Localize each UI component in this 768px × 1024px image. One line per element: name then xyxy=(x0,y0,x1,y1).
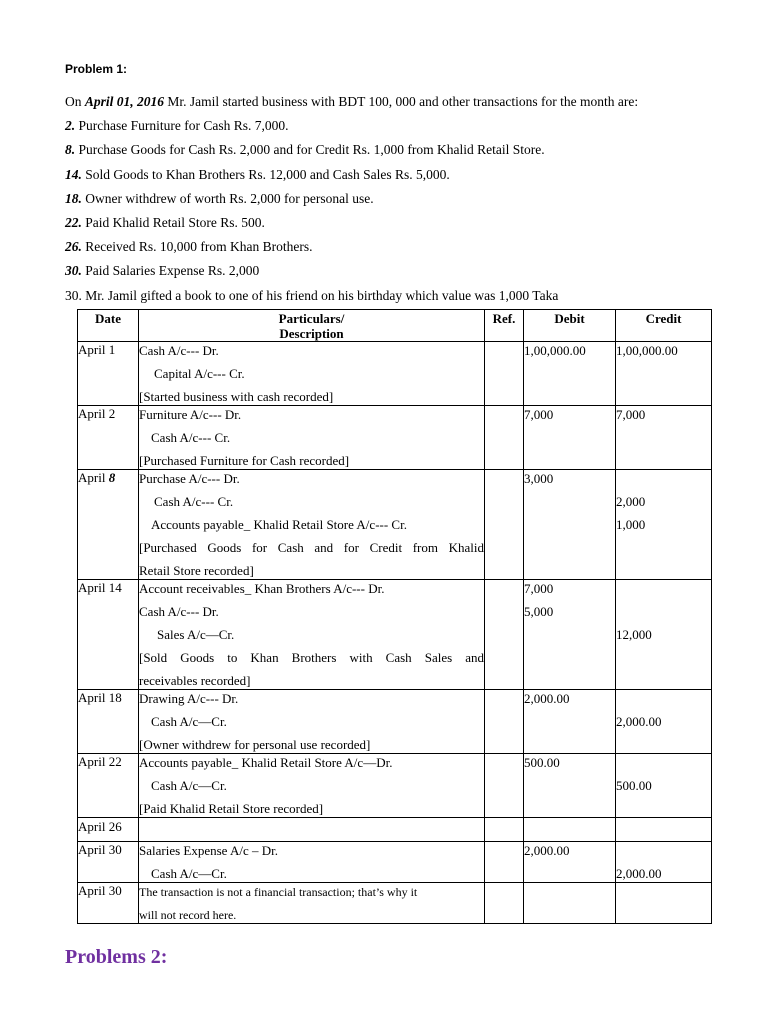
transaction-text: Sold Goods to Khan Brothers Rs. 12,000 and Cash Sales Rs. 5,000. xyxy=(85,166,450,182)
credit-amount: 500.00 xyxy=(616,778,652,793)
row-date-day: 8 xyxy=(108,470,116,485)
debit-amount: 500.00 xyxy=(524,755,560,770)
particulars-line: Accounts payable_ Khalid Retail Store A/c—Dr. xyxy=(139,755,393,770)
credit-amount xyxy=(616,690,711,713)
header-particulars-line: Description xyxy=(279,326,344,341)
row-date: April 18 xyxy=(78,690,139,754)
journal-row xyxy=(78,842,712,883)
row-ref xyxy=(485,406,524,470)
header-credit: Credit xyxy=(616,310,712,342)
header-date: Date xyxy=(78,310,139,342)
intro-prefix: On xyxy=(65,94,85,109)
particulars-line: Sales A/c—Cr. xyxy=(157,627,235,642)
row-ref xyxy=(485,690,524,754)
intro-line xyxy=(65,92,725,116)
particulars-line: Drawing A/c--- Dr. xyxy=(139,691,239,706)
row-credit xyxy=(616,842,712,883)
particulars-line: [Started business with cash recorded] xyxy=(139,389,334,404)
table-header-row xyxy=(78,310,712,342)
row-credit xyxy=(616,406,712,470)
header-debit: Debit xyxy=(524,310,616,342)
debit-amount: 7,000 xyxy=(524,407,554,422)
particulars-line: [Purchased Furniture for Cash recorded] xyxy=(139,453,350,468)
journal-row xyxy=(78,406,712,470)
row-particulars xyxy=(139,690,485,754)
transaction-day: 2. xyxy=(65,118,76,134)
problem-1-heading: Problem 1: xyxy=(65,62,128,76)
row-date: April 1 xyxy=(78,342,139,406)
transaction-line xyxy=(65,237,725,261)
row-particulars xyxy=(139,342,485,406)
particulars-line: [Paid Khalid Retail Store recorded] xyxy=(139,801,324,816)
debit-amount: 2,000.00 xyxy=(524,691,570,706)
credit-amount xyxy=(616,580,711,603)
particulars-line: Capital A/c--- Cr. xyxy=(154,366,245,381)
row-debit xyxy=(524,342,616,406)
transaction-line xyxy=(65,189,725,213)
transaction-line xyxy=(65,116,725,140)
debit-amount: 7,000 xyxy=(524,581,554,596)
transaction-day: 26. xyxy=(65,239,82,255)
row-particulars xyxy=(139,406,485,470)
row-date: April 14 xyxy=(78,580,139,690)
journal-table xyxy=(77,309,712,924)
particulars-line: Account receivables_ Khan Brothers A/c--- Dr. xyxy=(139,581,385,596)
transaction-text: Received Rs. 10,000 from Khan Brothers. xyxy=(85,239,313,255)
particulars-line: Cash A/c—Cr. xyxy=(151,778,227,793)
particulars-line: [Sold Goods to Khan Brothers with Cash Sales and xyxy=(139,650,484,665)
row-credit xyxy=(616,818,712,842)
intro-text: Mr. Jamil started business with BDT 100, 000 and other transactions for the month are: xyxy=(164,94,639,109)
row-debit xyxy=(524,580,616,690)
credit-amount: 1,00,000.00 xyxy=(616,343,678,358)
row-credit xyxy=(616,470,712,580)
row-date-prefix: April xyxy=(78,470,109,485)
row-credit xyxy=(616,754,712,818)
credit-amount xyxy=(616,603,711,626)
particulars-line: Cash A/c--- Cr. xyxy=(151,430,231,445)
debit-amount: 5,000 xyxy=(524,604,554,619)
row-date: April 22 xyxy=(78,754,139,818)
journal-row xyxy=(78,470,712,580)
particulars-line: Accounts payable_ Khalid Retail Store A/c--- Cr. xyxy=(151,517,407,532)
row-debit xyxy=(524,470,616,580)
row-debit xyxy=(524,690,616,754)
row-ref xyxy=(485,470,524,580)
credit-amount xyxy=(616,842,711,865)
credit-amount: 1,000 xyxy=(616,517,646,532)
transaction-day: 14. xyxy=(65,166,82,182)
particulars-line: [Owner withdrew for personal use recorded] xyxy=(139,737,371,752)
credit-amount: 2,000 xyxy=(616,494,646,509)
row-credit xyxy=(616,690,712,754)
transaction-day: 30. xyxy=(65,263,82,279)
transaction-text: Purchase Goods for Cash Rs. 2,000 and for Credit Rs. 1,000 from Khalid Retail Store. xyxy=(78,142,545,158)
particulars-line: The transaction is not a financial transaction; that’s why it xyxy=(139,885,418,899)
row-particulars xyxy=(139,842,485,883)
debit-amount: 2,000.00 xyxy=(524,843,570,858)
transaction-text: Paid Salaries Expense Rs. 2,000 xyxy=(85,263,260,279)
row-ref xyxy=(485,754,524,818)
row-ref xyxy=(485,883,524,924)
particulars-line: Cash A/c--- Dr. xyxy=(139,343,219,358)
transaction-line xyxy=(65,213,725,237)
credit-amount: 2,000.00 xyxy=(616,714,662,729)
row-particulars xyxy=(139,883,485,924)
transaction-line xyxy=(65,261,725,285)
row-date xyxy=(78,470,139,580)
particulars-line: Cash A/c—Cr. xyxy=(151,714,227,729)
row-particulars xyxy=(139,818,485,842)
credit-amount: 7,000 xyxy=(616,407,646,422)
row-credit xyxy=(616,580,712,690)
credit-amount xyxy=(616,754,711,777)
row-debit xyxy=(524,818,616,842)
debit-amount: 1,00,000.00 xyxy=(524,343,586,358)
particulars-line: Salaries Expense A/c – Dr. xyxy=(139,843,278,858)
row-particulars xyxy=(139,470,485,580)
particulars-line: Cash A/c--- Dr. xyxy=(139,604,219,619)
header-particulars-line: Particulars/ xyxy=(278,311,345,326)
header-particulars xyxy=(139,310,485,342)
journal-row xyxy=(78,883,712,924)
row-debit xyxy=(524,754,616,818)
row-date: April 2 xyxy=(78,406,139,470)
particulars-line: Cash A/c--- Cr. xyxy=(154,494,234,509)
row-debit xyxy=(524,406,616,470)
particulars-line: will not record here. xyxy=(139,908,237,922)
row-ref xyxy=(485,342,524,406)
row-credit xyxy=(616,883,712,924)
particulars-line: Purchase A/c--- Dr. xyxy=(139,471,240,486)
credit-amount: 12,000 xyxy=(616,627,652,642)
credit-amount xyxy=(616,470,711,493)
row-date xyxy=(78,818,139,842)
row-date-text: April 26 xyxy=(78,819,122,834)
transaction-day: 18. xyxy=(65,190,82,206)
journal-row xyxy=(78,754,712,818)
header-ref: Ref. xyxy=(485,310,524,342)
particulars-line: Cash A/c—Cr. xyxy=(151,866,227,881)
row-debit xyxy=(524,842,616,883)
row-credit xyxy=(616,342,712,406)
particulars-line: Furniture A/c--- Dr. xyxy=(139,407,242,422)
transaction-text: Owner withdrew of worth Rs. 2,000 for personal use. xyxy=(85,190,374,206)
intro-date: April 01, 2016 xyxy=(84,94,165,109)
row-date: April 30 xyxy=(78,842,139,883)
row-ref xyxy=(485,842,524,883)
journal-row xyxy=(78,690,712,754)
transaction-day: 8. xyxy=(65,142,76,158)
particulars-line: [Purchased Goods for Cash and for Credit from Khalid xyxy=(139,540,484,555)
row-ref xyxy=(485,580,524,690)
particulars-line: receivables recorded] xyxy=(139,673,251,688)
transaction-day: 22. xyxy=(65,214,82,230)
journal-row xyxy=(78,580,712,690)
transaction-line xyxy=(65,165,725,189)
problem-statement xyxy=(65,92,725,310)
particulars-line: Retail Store recorded] xyxy=(139,563,254,578)
credit-amount: 2,000.00 xyxy=(616,866,662,881)
debit-amount: 3,000 xyxy=(524,471,554,486)
transaction-text: Paid Khalid Retail Store Rs. 500. xyxy=(85,214,265,230)
row-particulars xyxy=(139,754,485,818)
transaction-text: Purchase Furniture for Cash Rs. 7,000. xyxy=(78,118,289,134)
extra-line: 30. Mr. Jamil gifted a book to one of his friend on his birthday which value was 1,000 Taka xyxy=(65,287,559,303)
row-particulars xyxy=(139,580,485,690)
problems-2-heading: Problems 2: xyxy=(65,946,168,968)
row-ref xyxy=(485,818,524,842)
transaction-line xyxy=(65,140,725,164)
row-debit xyxy=(524,883,616,924)
row-date: April 30 xyxy=(78,883,139,924)
journal-row xyxy=(78,818,712,842)
journal-row xyxy=(78,342,712,406)
